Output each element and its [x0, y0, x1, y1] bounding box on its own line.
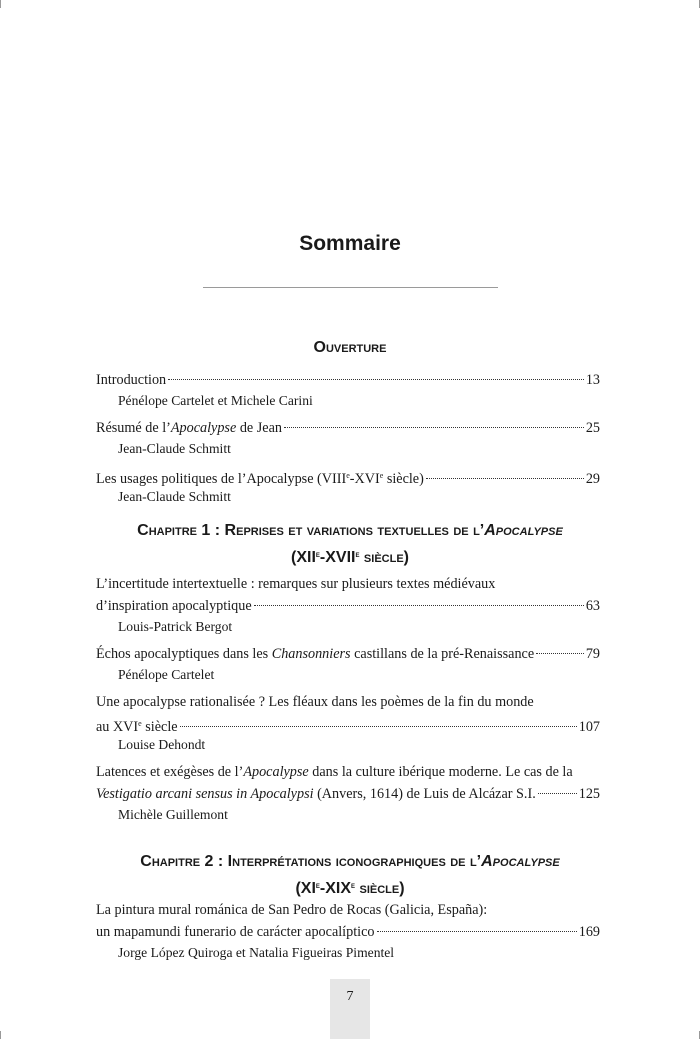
section-heading-ouverture: Ouverture [313, 339, 387, 356]
entry-title-cont: d’inspiration apocalyptique [96, 598, 252, 614]
leader-dots [426, 477, 584, 479]
leader-dots [284, 426, 584, 428]
entry-author: Michèle Guillemont [118, 807, 228, 822]
entry-author: Louise Dehondt [118, 737, 206, 752]
leader-dots [180, 725, 577, 727]
entry-author: Jorge López Quiroga et Natalia Figueiras Pimentel [118, 945, 395, 960]
toc-entry[interactable] [96, 921, 600, 943]
page-number: 29 [585, 471, 600, 487]
crop-mark-bottom-left [0, 1031, 1, 1039]
chapter-heading-line-2: (XIe-XIXe siècle) [295, 880, 405, 897]
entry-title-cont: au XVIe siècle [96, 719, 178, 735]
entry-title: Introduction [96, 372, 167, 388]
entry-title: Les usages politiques de l’Apocalypse (VIIIe-XVIe siècle) [96, 471, 424, 487]
page-number: 125 [578, 786, 600, 802]
toc-entry[interactable] [96, 595, 600, 617]
leader-dots [168, 378, 584, 380]
leader-dots [538, 792, 577, 794]
leader-dots [377, 930, 577, 932]
toc-entry[interactable] [96, 643, 600, 665]
entry-title: Une apocalypse rationalisée ? Les fléaux dans les poèmes de la fin du monde [96, 694, 534, 710]
entry-title: Résumé de l’Apocalypse de Jean [96, 420, 282, 436]
page-number: 63 [585, 598, 600, 614]
entry-title: Latences et exégèses de l’Apocalypse dans la culture ibérique moderne. Le cas de la [96, 764, 573, 780]
toc-entry[interactable] [96, 713, 600, 735]
chapter-heading-line-1: Chapitre 1 : Reprises et variations textuelles de l’Apocalypse [137, 522, 563, 539]
leader-dots [536, 652, 584, 654]
entry-author: Jean-Claude Schmitt [118, 489, 231, 504]
entry-title: La pintura mural románica de San Pedro de Rocas (Galicia, España): [96, 902, 488, 918]
title-divider [203, 287, 498, 288]
entry-author: Pénélope Cartelet [118, 667, 215, 682]
toc-entry[interactable] [96, 417, 600, 439]
page-number: 107 [578, 719, 600, 735]
entry-title: Échos apocalyptiques dans les Chansonniers castillans de la pré-Renaissance [96, 646, 535, 662]
toc-entry[interactable] [96, 465, 600, 487]
page-folio: 7 [330, 979, 370, 1039]
page-number: 13 [585, 372, 600, 388]
toc-ouverture [96, 369, 600, 507]
entry-title-cont: un mapamundi funerario de carácter apocalíptico [96, 924, 375, 940]
section-heading-chapitre-1 [60, 519, 640, 570]
section-heading-chapitre-2 [60, 850, 640, 901]
toc-chapitre-1 [96, 573, 600, 825]
toc-chapitre-2 [96, 899, 600, 963]
page-number: 25 [585, 420, 600, 436]
page-number: 169 [578, 924, 600, 940]
toc-entry[interactable] [96, 783, 600, 805]
entry-author: Jean-Claude Schmitt [118, 441, 231, 456]
entry-author: Louis-Patrick Bergot [118, 619, 233, 634]
chapter-heading-line-1: Chapitre 2 : Interprétations iconographiques de l’Apocalypse [140, 853, 560, 870]
page-title: Sommaire [299, 232, 401, 255]
chapter-heading-line-2: (XIIe-XVIIe siècle) [291, 549, 409, 566]
leader-dots [254, 604, 584, 606]
entry-title-cont: Vestigatio arcani sensus in Apocalypsi (Anvers, 1614) de Luis de Alcázar S.I. [96, 786, 536, 802]
entry-title: L’incertitude intertextuelle : remarques sur plusieurs textes médiévaux [96, 576, 496, 592]
toc-entry[interactable] [96, 369, 600, 391]
page-number: 79 [585, 646, 600, 662]
entry-author: Pénélope Cartelet et Michele Carini [118, 393, 313, 408]
crop-mark-top-left [0, 0, 1, 8]
